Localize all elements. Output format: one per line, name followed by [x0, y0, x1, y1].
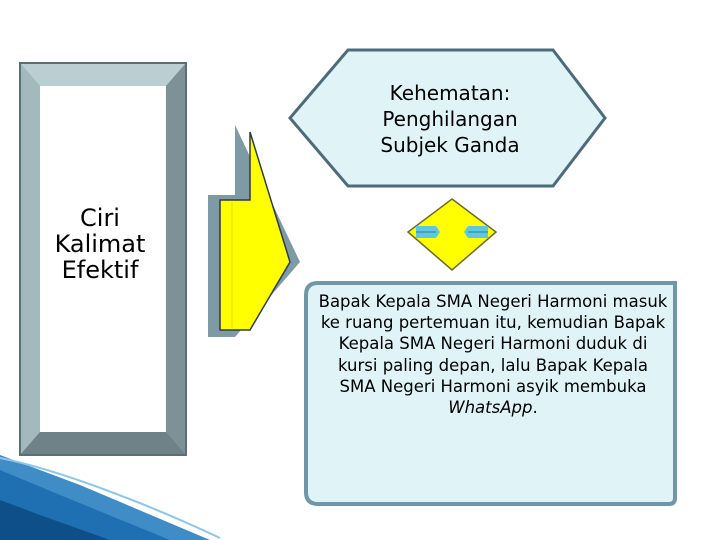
- hexagon-line: Subjek Ganda: [380, 133, 520, 157]
- left-label-line: Ciri: [80, 204, 120, 232]
- arrow-shape: [208, 125, 300, 337]
- corner-decoration: [0, 455, 220, 540]
- hexagon-label: [340, 80, 560, 158]
- example-sentence-end: .: [532, 398, 538, 418]
- hexagon-line: Penghilangan: [382, 107, 518, 131]
- left-label-line: Kalimat: [54, 230, 146, 258]
- example-sentence: [318, 291, 668, 418]
- left-label-line: Efektif: [61, 256, 139, 284]
- example-sentence-italic: WhatsApp: [448, 398, 533, 418]
- connector-shape: [408, 199, 496, 270]
- hexagon-line: Kehematan:: [389, 81, 511, 105]
- example-sentence-main: Bapak Kepala SMA Negeri Harmoni masuk ke ruang pertemuan itu, kemudian Bapak Kepala SMA Negeri Harmoni duduk di kursi paling depan, lalu Bapak Kepala SMA Negeri Harmoni asyik membuka: [318, 292, 668, 396]
- left-box-label: [40, 205, 160, 283]
